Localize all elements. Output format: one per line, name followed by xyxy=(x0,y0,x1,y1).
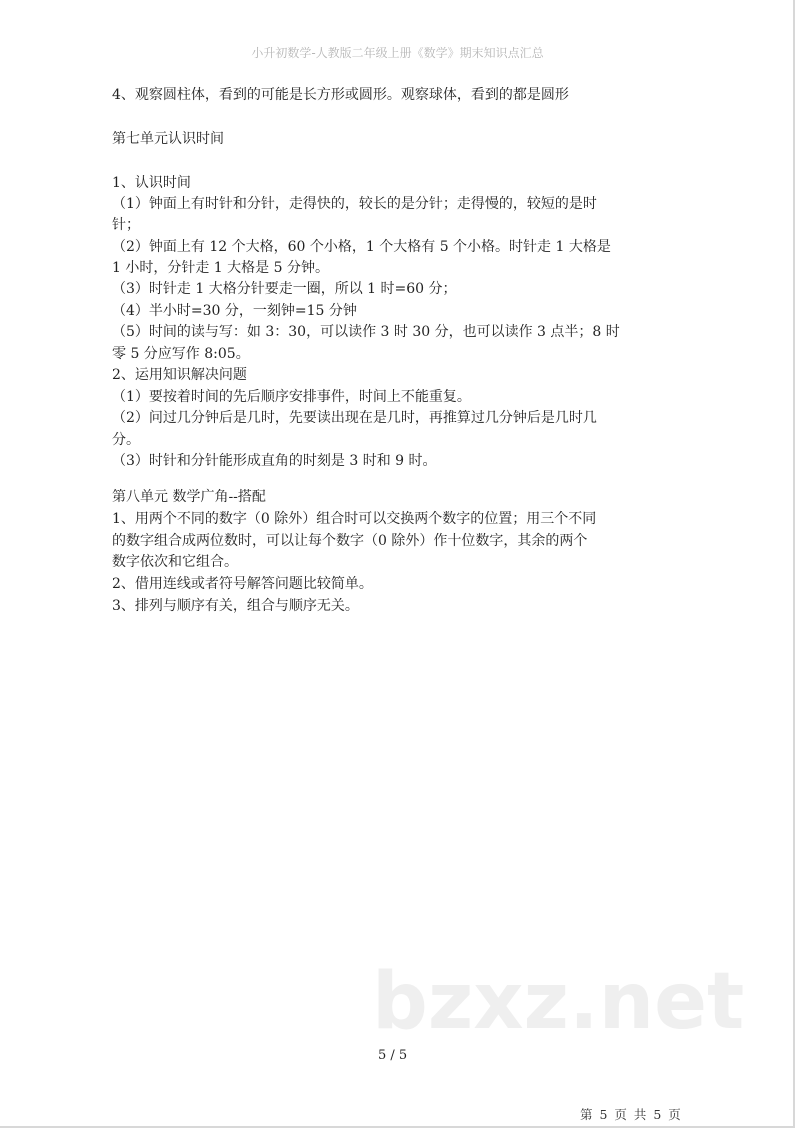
text-line: （4）半小时=30 分，一刻钟=15 分钟 xyxy=(112,303,357,319)
text-line: （3）时针和分针能形成直角的时刻是 3 时和 9 时。 xyxy=(112,453,437,469)
text-line: 数字依次和它组合。 xyxy=(112,554,238,570)
section-heading: 第八单元 数学广角--搭配 xyxy=(112,489,266,505)
page-number: 5 / 5 xyxy=(378,1048,408,1063)
text-line: （1）要按着时间的先后顺序安排事件，时间上不能重复。 xyxy=(112,389,471,405)
text-line: （5）时间的读与写：如 3：30，可以读作 3 时 30 分，也可以读作 3 点半；8 时 xyxy=(112,324,620,340)
subheading: 2、运用知识解决问题 xyxy=(112,367,247,383)
text-line: 4、观察圆柱体，看到的可能是长方形或圆形。观察球体，看到的都是圆形 xyxy=(112,87,569,103)
watermark: bzxz.net xyxy=(372,957,745,1047)
page-footer: 第 5 页 共 5 页 xyxy=(580,1107,681,1122)
section-heading: 第七单元认识时间 xyxy=(112,131,224,147)
text-line: 零 5 分应写作 8:05。 xyxy=(112,346,250,362)
text-line: 2、借用连线或者符号解答问题比较简单。 xyxy=(112,576,373,592)
subheading: 1、认识时间 xyxy=(112,175,191,191)
text-line: 3、排列与顺序有关，组合与顺序无关。 xyxy=(112,598,359,614)
page-header: 小升初数学-人教版二年级上册《数学》期末知识点汇总 xyxy=(251,46,544,60)
text-line: 的数字组合成两位数时，可以让每个数字（0 除外）作十位数字，其余的两个 xyxy=(112,533,588,549)
text-line: （3）时针走 1 大格分针要走一圈，所以 1 时=60 分； xyxy=(112,281,457,297)
text-line: （1）钟面上有时针和分针，走得快的，较长的是分针；走得慢的，较短的是时 xyxy=(112,196,597,212)
text-line: 1 小时，分针走 1 大格是 5 分钟。 xyxy=(112,260,329,276)
text-line: （2）问过几分钟后是几时，先要读出现在是几时，再推算过几分钟后是几时几 xyxy=(112,410,597,426)
text-line: （2）钟面上有 12 个大格，60 个小格，1 个大格有 5 个小格。时针走 1 大格是 xyxy=(112,239,611,255)
text-line: 针； xyxy=(112,217,140,233)
text-line: 1、用两个不同的数字（0 除外）组合时可以交换两个数字的位置；用三个不同 xyxy=(112,511,597,527)
text-line: 分。 xyxy=(112,432,140,448)
